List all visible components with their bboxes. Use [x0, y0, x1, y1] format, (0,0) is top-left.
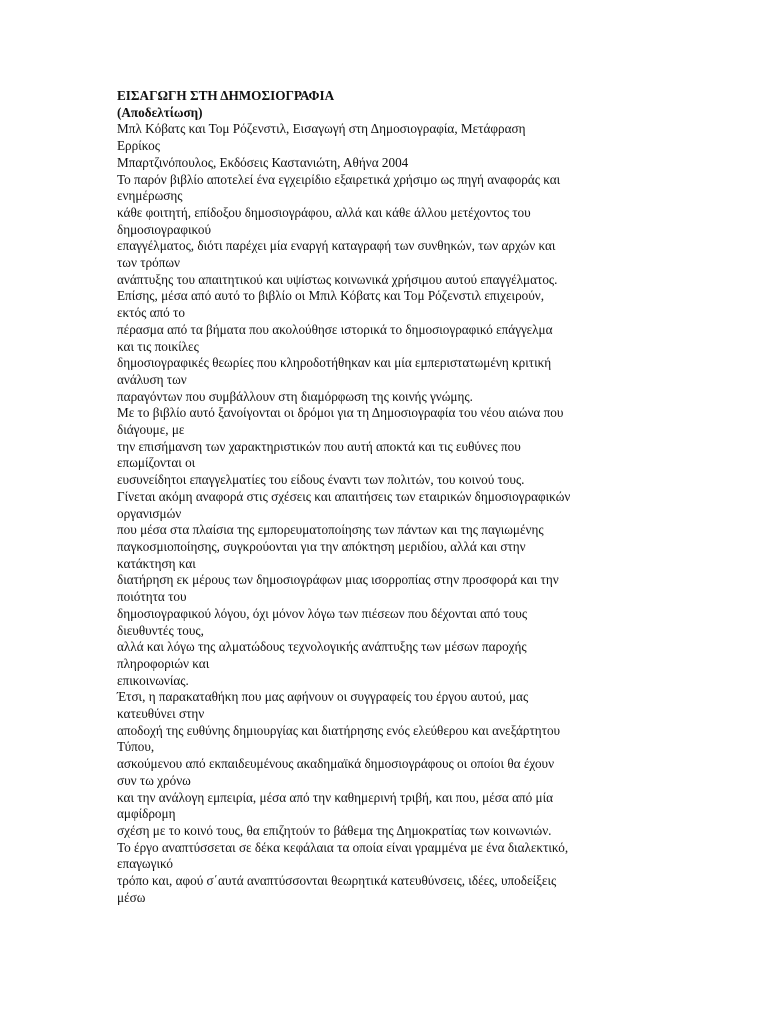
text-line: παγκοσμιοποίησης, συγκρούονται για την απόκτηση μεριδίου, αλλά και στην: [117, 538, 526, 554]
text-line: Μπλ Κόβατς και Τομ Ρόζενστιλ, Εισαγωγή στη Δημοσιογραφία, Μετάφραση: [117, 121, 526, 137]
text-line: δημοσιογραφικού: [117, 221, 211, 237]
text-line: Το παρόν βιβλίο αποτελεί ένα εγχειρίδιο εξαιρετικά χρήσιμο ως πηγή αναφοράς και: [117, 171, 561, 187]
text-line: σχέση με το κοινό τους, θα επιζητούν το βάθεμα της Δημοκρατίας των κοινωνιών.: [117, 822, 552, 838]
text-line: αλλά και λόγω της αλματώδους τεχνολογικής ανάπτυξης των μέσων παροχής: [117, 639, 527, 655]
text-line: ανάλυση των: [117, 371, 187, 387]
text-line: μέσω: [117, 889, 146, 905]
text-line: συν τω χρόνω: [117, 772, 191, 788]
text-line: ενημέρωσης: [117, 188, 183, 204]
text-line: επαγωγικό: [117, 856, 173, 872]
text-line: Έτσι, η παρακαταθήκη που μας αφήνουν οι συγγραφείς του έργου αυτού, μας: [117, 689, 529, 705]
text-line: Τύπου,: [117, 739, 155, 755]
text-line: δημοσιογραφικές θεωρίες που κληροδοτήθηκαν και μία εμπεριστατωμένη κριτική: [117, 355, 552, 371]
text-line: τρόπο και, αφού σ΄αυτά αναπτύσσονται θεωρητικά κατευθύνσεις, ιδέες, υποδείξεις: [117, 873, 557, 889]
text-line: παραγόντων που συμβάλλουν στη διαμόρφωση της κοινής γνώμης.: [117, 388, 473, 404]
text-line: κατευθύνει στην: [117, 706, 205, 722]
text-line: διευθυντές τους,: [117, 622, 204, 638]
text-line: Το έργο αναπτύσσεται σε δέκα κεφάλαια τα οποία είναι γραμμένα με ένα διαλεκτικό,: [117, 839, 569, 855]
text-line: ευσυνείδητοι επαγγελματίες του είδους έναντι των πολιτών, του κοινού τους.: [117, 472, 525, 488]
text-line: κάθε φοιτητή, επίδοξου δημοσιογράφου, αλλά και κάθε άλλου μετέχοντος του: [117, 204, 531, 220]
text-line: πληροφοριών και: [117, 655, 210, 671]
text-line: Γίνεται ακόμη αναφορά στις σχέσεις και απαιτήσεις των εταιρικών δημοσιογραφικών: [117, 488, 571, 504]
text-line: και την ανάλογη εμπειρία, μέσα από την καθημερινή τριβή, και που, μέσα από μία: [117, 789, 554, 805]
text-line: διάγουμε, με: [117, 422, 185, 438]
text-line: των τρόπων: [117, 255, 181, 271]
text-line: επαγγέλματος, διότι παρέχει μία εναργή καταγραφή των συνθηκών, των αρχών και: [117, 238, 556, 254]
text-line: ποιότητα του: [117, 589, 187, 605]
text-line: ανάπτυξης του απαιτητικού και υψίστως κοινωνικά χρήσιμου αυτού επαγγέλματος.: [117, 271, 558, 287]
text-line: διατήρηση εκ μέρους των δημοσιογράφων μιας ισορροπίας στην προσφορά και την: [117, 572, 559, 588]
text-line: επωμίζονται οι: [117, 455, 196, 471]
text-line: δημοσιογραφικού λόγου, όχι μόνον λόγω των πιέσεων που δέχονται από τους: [117, 605, 528, 621]
document-title: ΕΙΣΑΓΩΓΗ ΣΤΗ ΔΗΜΟΣΙΟΓΡΑΦΙΑ: [117, 88, 335, 103]
text-line: οργανισμών: [117, 505, 182, 521]
text-line: αμφίδρομη: [117, 806, 176, 822]
document-subtitle: (Αποδελτίωση): [117, 104, 203, 120]
text-line: επικοινωνίας.: [117, 672, 189, 688]
text-line: εκτός από το: [117, 305, 185, 321]
text-line: αποδοχή της ευθύνης δημιουργίας και διατήρησης ενός ελεύθερου και ανεξάρτητου: [117, 722, 561, 738]
text-line: κατάκτηση και: [117, 555, 196, 571]
text-line: πέρασμα από τα βήματα που ακολούθησε ιστορικά το δημοσιογραφικό επάγγελμα: [117, 321, 553, 337]
text-line: την επισήμανση των χαρακτηριστικών που αυτή αποκτά και τις ευθύνες που: [117, 438, 521, 454]
document-body: [117, 88, 662, 906]
text-line: Επίσης, μέσα από αυτό το βιβλίο οι Μπιλ Κόβατς και Τομ Ρόζενστιλ επιχειρούν,: [117, 288, 545, 304]
text-line: Με το βιβλίο αυτό ξανοίγονται οι δρόμοι για τη Δημοσιογραφία του νέου αιώνα που: [117, 405, 564, 421]
text-line: και τις ποικίλες: [117, 338, 199, 354]
text-line: Ερρίκος: [117, 138, 160, 154]
text-line: ασκούμενου από εκπαιδευμένους ακαδημαϊκά δημοσιογράφους οι οποίοι θα έχουν: [117, 756, 555, 772]
text-line: που μέσα στα πλαίσια της εμπορευματοποίησης των πάντων και της παγιωμένης: [117, 522, 544, 538]
text-line: Μπαρτζινόπουλος, Εκδόσεις Καστανιώτη, Αθήνα 2004: [117, 154, 409, 170]
